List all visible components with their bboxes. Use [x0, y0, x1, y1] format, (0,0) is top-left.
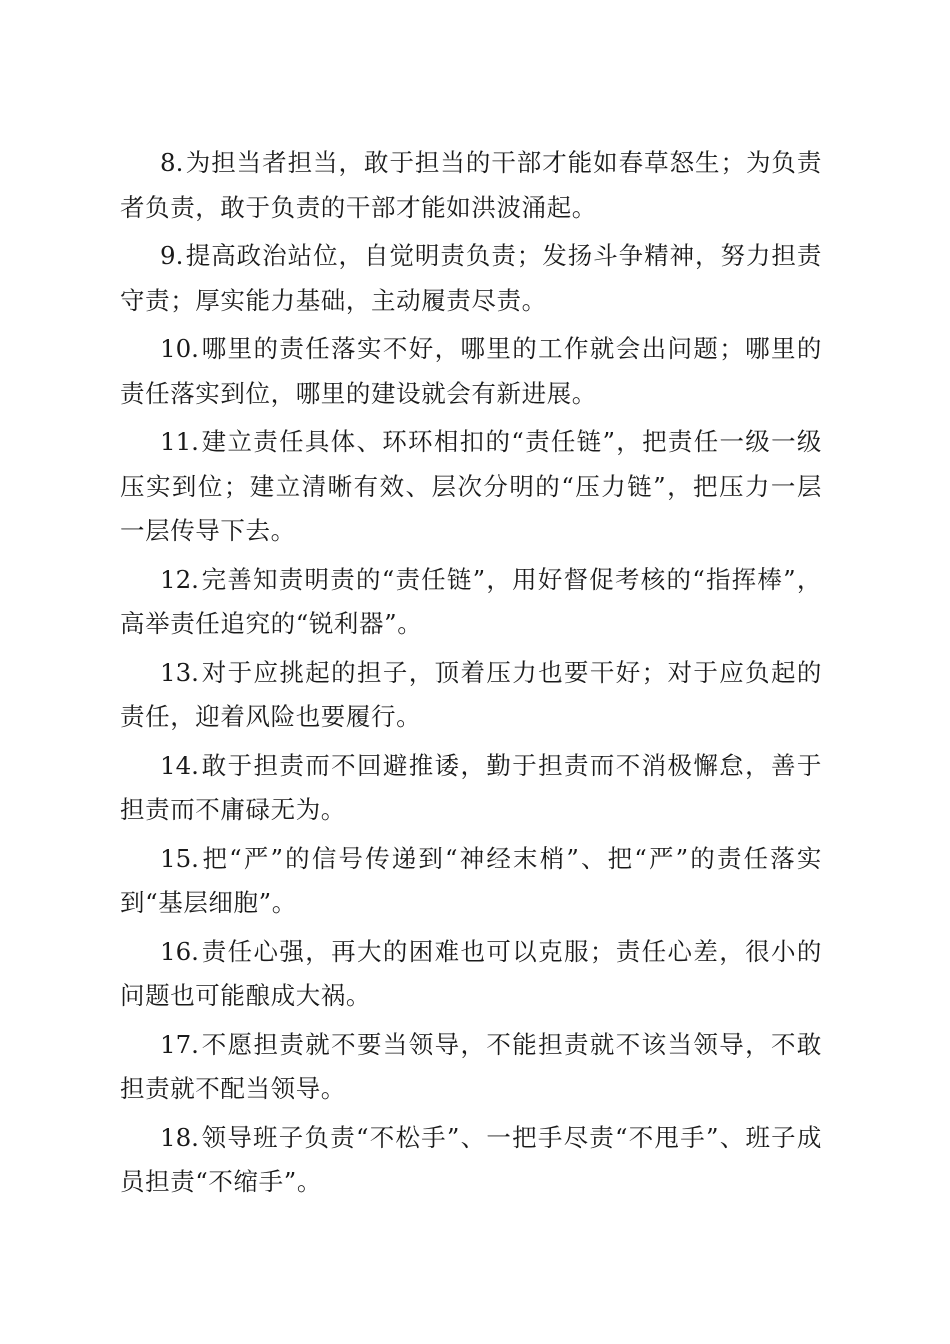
list-item	[120, 141, 822, 230]
item-number: 11.	[160, 427, 199, 456]
item-text: 对于应挑起的担子，顶着压力也要干好；对于应负起的责任，迎着风险也要履行。	[120, 657, 822, 731]
list-item	[120, 1116, 822, 1205]
list-item	[120, 327, 822, 416]
item-number: 12.	[160, 564, 199, 594]
list-item	[120, 234, 822, 323]
item-text: 领导班子负责“不松手”、一把手尽责“不甩手”、班子成员担责“不缩手”。	[120, 1122, 822, 1196]
item-text: 责任心强，再大的困难也可以克服；责任心差，很小的问题也可能酿成大祸。	[120, 936, 822, 1010]
item-text: 把“严”的信号传递到“神经末梢”、把“严”的责任落实到“基层细胞”。	[120, 843, 822, 917]
item-number: 15.	[160, 843, 199, 873]
list-item	[120, 930, 822, 1019]
item-number: 16.	[160, 936, 199, 966]
list-item	[120, 420, 822, 554]
item-text: 不愿担责就不要当领导，不能担责就不该当领导，不敢担责就不配当领导。	[120, 1029, 822, 1103]
item-text: 建立责任具体、环环相扣的“责任链”，把责任一级一级压实到位；建立清晰有效、层次分明的“压力链”，把压力一层一层传导下去。	[120, 427, 822, 545]
item-text: 完善知责明责的“责任链”，用好督促考核的“指挥棒”，高举责任追究的“锐利器”。	[120, 564, 822, 638]
list-item	[120, 744, 822, 833]
item-number: 18.	[160, 1122, 199, 1152]
item-number: 13.	[160, 657, 199, 687]
item-number: 14.	[160, 750, 199, 780]
item-number: 17.	[160, 1029, 199, 1059]
list-item	[120, 1023, 822, 1112]
item-number: 8.	[160, 148, 184, 177]
item-text: 提高政治站位，自觉明责负责；发扬斗争精神，努力担责守责；厚实能力基础，主动履责尽责。	[120, 241, 822, 315]
document-body	[120, 141, 822, 1209]
item-number: 10.	[160, 334, 199, 363]
list-item	[120, 651, 822, 740]
list-item	[120, 558, 822, 647]
item-text: 哪里的责任落实不好，哪里的工作就会出问题；哪里的责任落实到位，哪里的建设就会有新进展。	[120, 334, 822, 408]
item-text: 敢于担责而不回避推诿，勤于担责而不消极懈怠，善于担责而不庸碌无为。	[120, 750, 822, 824]
list-item	[120, 837, 822, 926]
item-text: 为担当者担当，敢于担当的干部才能如春草怒生；为负责者负责，敢于负责的干部才能如洪波涌起。	[120, 148, 822, 222]
item-number: 9.	[160, 241, 184, 270]
